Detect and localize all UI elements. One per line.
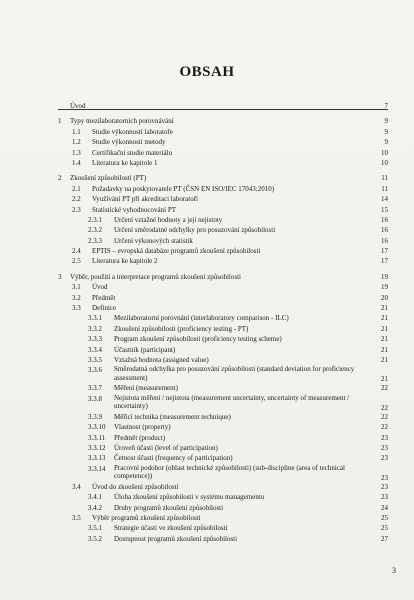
toc-entry <box>58 422 388 432</box>
toc-entry-title: Studie výkonnosti laboratoře <box>92 127 173 136</box>
toc-entry-page: 16 <box>381 236 388 245</box>
toc-entry <box>58 464 388 482</box>
toc-entry-number: 3.3.8 <box>88 394 102 403</box>
toc-entry <box>58 492 388 502</box>
toc-entry <box>58 433 388 443</box>
toc-entry-number: 3.3.14 <box>88 464 106 473</box>
toc-entry-number: 3.5.2 <box>88 534 102 543</box>
toc-entry-title: Směrodatná odchylka pro posuzování způsobilosti (standard deviation for proficiency assessment) <box>114 365 355 382</box>
toc-entry-number: 2.5 <box>72 257 81 266</box>
toc-entry-number: 3.3.9 <box>88 412 102 421</box>
toc-entry-number: 3.4.2 <box>88 503 102 512</box>
toc-entry-title: Určení směrodatné odchylky pro posuzování způsobilosti <box>114 226 276 235</box>
toc-entry-page: 23 <box>381 482 388 491</box>
toc-entry-title: Předmět (product) <box>114 433 166 442</box>
toc-entry <box>58 158 388 168</box>
toc-entry-page: 25 <box>381 513 388 522</box>
toc-entry-number: 3.1 <box>72 283 81 292</box>
toc-entry <box>58 534 388 544</box>
toc-entry-number: 3.3.7 <box>88 384 102 393</box>
toc-entry <box>58 272 388 282</box>
toc-entry-title: Úroveň účasti (level of participation) <box>114 443 218 452</box>
toc-entry-number: 2.1 <box>72 184 81 193</box>
toc-entry-title: Strategie účasti ve zkoušení způsobilosti <box>114 524 228 533</box>
toc-entry-page: 17 <box>381 257 388 266</box>
toc-entry <box>58 282 388 292</box>
toc-entry <box>58 215 388 225</box>
toc-entry-page: 14 <box>381 195 388 204</box>
toc-entry-page: 10 <box>381 158 388 167</box>
toc-entry-page: 22 <box>381 384 388 393</box>
toc-entry <box>58 453 388 463</box>
toc-entry-page: 27 <box>381 534 388 543</box>
toc-entry-number: 1 <box>58 117 62 126</box>
toc-entry-title: Druhy programů zkoušení způsobilosti <box>114 503 224 512</box>
toc-entry <box>58 173 388 183</box>
toc-entry-title: Program zkoušení způsobilosti (proficiency testing scheme) <box>114 335 282 344</box>
toc-entry-page: 16 <box>381 215 388 224</box>
toc-entry <box>58 443 388 453</box>
toc-entry-title: Pracovní podobor (oblast technické způsobilosti) (sub-discipline (area of technical competence)) <box>114 463 345 481</box>
toc-entry-page: 11 <box>381 174 388 183</box>
toc-entry <box>58 101 388 111</box>
toc-entry-number: 3.3.4 <box>88 345 102 354</box>
toc-entry-number: 3.2 <box>72 293 81 302</box>
toc-entry-number: 2.2 <box>72 195 81 204</box>
toc-entry <box>58 256 388 266</box>
toc-entry <box>58 127 388 137</box>
toc-entry-number: 3.3.13 <box>88 454 106 463</box>
toc-entry-title: Účastník (participant) <box>114 345 176 354</box>
toc-entry-page: 22 <box>381 412 388 421</box>
toc-entry-number: 1.3 <box>72 148 81 157</box>
toc-entry-page: 19 <box>381 283 388 292</box>
toc-entry-page: 9 <box>384 117 388 126</box>
toc-entry-title: Zkoušení způsobilosti (proficiency testing - PT) <box>114 324 249 333</box>
toc-entry <box>58 383 388 393</box>
toc-entry-number: 2.3 <box>72 205 81 214</box>
toc-entry-title: Studie výkonnosti metody <box>92 138 166 147</box>
toc-entry-title: Určení výkonových statistik <box>114 236 193 245</box>
toc-entry-number: 3 <box>58 272 62 281</box>
page-title: OBSAH <box>179 64 235 80</box>
toc-entry <box>58 365 388 383</box>
toc-entry-page: 19 <box>381 272 388 281</box>
toc-entry-page: 9 <box>384 127 388 136</box>
toc-entry-page: 21 <box>381 355 388 364</box>
toc-entry-page: 23 <box>381 433 388 442</box>
toc-entry-number: 3.3.5 <box>88 355 102 364</box>
toc-entry-number: 1.4 <box>72 158 81 167</box>
toc-entry <box>58 324 388 334</box>
page-number: 3 <box>392 566 396 575</box>
toc-entry-number: 3.3.12 <box>88 443 106 452</box>
toc-entry-title: Úvod <box>70 102 86 110</box>
toc-entry-page: 17 <box>381 247 388 256</box>
toc-entry-number: 2.3.2 <box>88 226 102 235</box>
toc-entry-title: Využívání PT při akreditaci laboratoří <box>92 195 199 204</box>
toc-entry-title: Nejistota měření / nejistota (measurement uncertainty, uncertainty of measurement / uncertainty) <box>114 393 350 411</box>
toc-entry-title: Mezilaboratorní porovnání (interlaboratory comparison - ILC) <box>114 314 289 323</box>
toc-entry-page: 11 <box>381 184 388 193</box>
toc-entry <box>58 205 388 215</box>
toc-entry-page: 22 <box>381 423 388 432</box>
toc-entry <box>58 148 388 158</box>
toc-entry-page: 21 <box>381 375 388 384</box>
toc-entry-page: 21 <box>381 335 388 344</box>
toc-entry-title: Četnost účasti (frequency of participation) <box>114 454 233 463</box>
toc-entry-title: Vlastnost (property) <box>114 423 171 432</box>
toc-entry-title: Měření (measurement) <box>114 384 178 393</box>
toc-entry-page: 7 <box>384 102 388 110</box>
toc-entry-number: 3.3.3 <box>88 335 102 344</box>
toc-entry-number: 3.3.2 <box>88 324 102 333</box>
toc-entry-page: 15 <box>381 205 388 214</box>
toc-entry-number: 1.1 <box>72 127 81 136</box>
toc-entry-number: 2 <box>58 174 62 183</box>
toc-entry <box>58 303 388 313</box>
toc-entry <box>58 137 388 147</box>
table-of-contents <box>58 101 388 544</box>
toc-entry-title: Úloha zkoušení způsobilosti v systému managementu <box>114 493 265 502</box>
toc-entry-title: Certifikační studie materiálu <box>92 148 173 157</box>
toc-entry-number: 1.2 <box>72 138 81 147</box>
toc-entry-page: 23 <box>381 493 388 502</box>
toc-entry-page: 21 <box>381 345 388 354</box>
toc-entry-title: Předmět <box>92 293 116 302</box>
toc-entry-title: Určení vztažné hodnoty a její nejistoty <box>114 215 223 224</box>
toc-entry-title: Vztažná hodnota (assigned value) <box>114 355 209 364</box>
toc-entry-number: 2.3.3 <box>88 236 102 245</box>
toc-entry-title: Typy mezilaboratorních porovnávání <box>70 117 174 126</box>
toc-entry-title: Literatura ke kapitole 2 <box>92 257 158 266</box>
toc-entry-number: 3.5 <box>72 513 81 522</box>
toc-entry <box>58 225 388 235</box>
toc-entry-title: Úvod <box>92 283 108 292</box>
toc-entry-page: 24 <box>381 503 388 512</box>
toc-entry <box>58 523 388 533</box>
toc-entry-page: 20 <box>381 293 388 302</box>
toc-entry-number: 2.4 <box>72 247 81 256</box>
toc-entry-title: Měřicí technika (measurement technique) <box>114 412 231 421</box>
toc-entry-title: Zkoušení způsobilosti (PT) <box>70 174 147 183</box>
toc-entry <box>58 246 388 256</box>
toc-entry-page: 21 <box>381 304 388 313</box>
toc-entry <box>58 355 388 365</box>
toc-entry <box>58 184 388 194</box>
toc-entry-title: Požadavky na poskytovatele PT (ČSN EN ISO/IEC 17043:2010) <box>92 184 275 193</box>
toc-entry-title: Úvod do zkoušení způsobilosti <box>92 482 179 491</box>
toc-entry-page: 10 <box>381 148 388 157</box>
toc-entry-number: 3.4 <box>72 482 81 491</box>
toc-entry-page: 23 <box>381 443 388 452</box>
toc-entry <box>58 482 388 492</box>
toc-entry-page: 25 <box>381 524 388 533</box>
toc-entry-number: 3.3.10 <box>88 423 106 432</box>
toc-entry-page: 21 <box>381 314 388 323</box>
toc-entry <box>58 194 388 204</box>
toc-entry <box>58 345 388 355</box>
toc-entry-title: Literatura ke kapitole 1 <box>92 158 158 167</box>
toc-entry-title: EPTIS – evropská databáze programů zkoušení způsobilosti <box>92 247 261 256</box>
toc-entry-number: 3.5.1 <box>88 524 102 533</box>
toc-entry <box>58 313 388 323</box>
toc-entry-title: Výběr, použití a interpretace programů zkoušení způsobilosti <box>70 272 241 281</box>
toc-entry-title: Definice <box>92 304 117 313</box>
toc-entry-number: 2.3.1 <box>88 215 102 224</box>
toc-entry-title: Statistické vyhodnocování PT <box>92 205 176 214</box>
toc-entry-title: Výběr programů zkoušení způsobilosti <box>92 513 201 522</box>
toc-entry-page: 9 <box>384 138 388 147</box>
toc-entry-number: 3.3.11 <box>88 433 106 442</box>
toc-entry <box>58 116 388 126</box>
toc-entry-number: 3.4.1 <box>88 493 102 502</box>
toc-entry-page: 23 <box>381 473 388 482</box>
toc-entry-number: 3.3 <box>72 304 81 313</box>
toc-entry <box>58 236 388 246</box>
toc-entry-page: 21 <box>381 324 388 333</box>
toc-entry-number: 3.3.6 <box>88 366 102 375</box>
toc-entry <box>58 412 388 422</box>
toc-entry-number: 3.3.1 <box>88 314 102 323</box>
toc-entry-page: 23 <box>381 454 388 463</box>
toc-entry-title: Dostupnost programů zkoušení způsobilosti <box>114 534 238 543</box>
toc-entry <box>58 503 388 513</box>
toc-entry <box>58 394 388 412</box>
toc-entry-page: 16 <box>381 226 388 235</box>
toc-entry <box>58 293 388 303</box>
toc-entry-page: 22 <box>381 403 388 412</box>
toc-entry <box>58 334 388 344</box>
toc-entry <box>58 513 388 523</box>
